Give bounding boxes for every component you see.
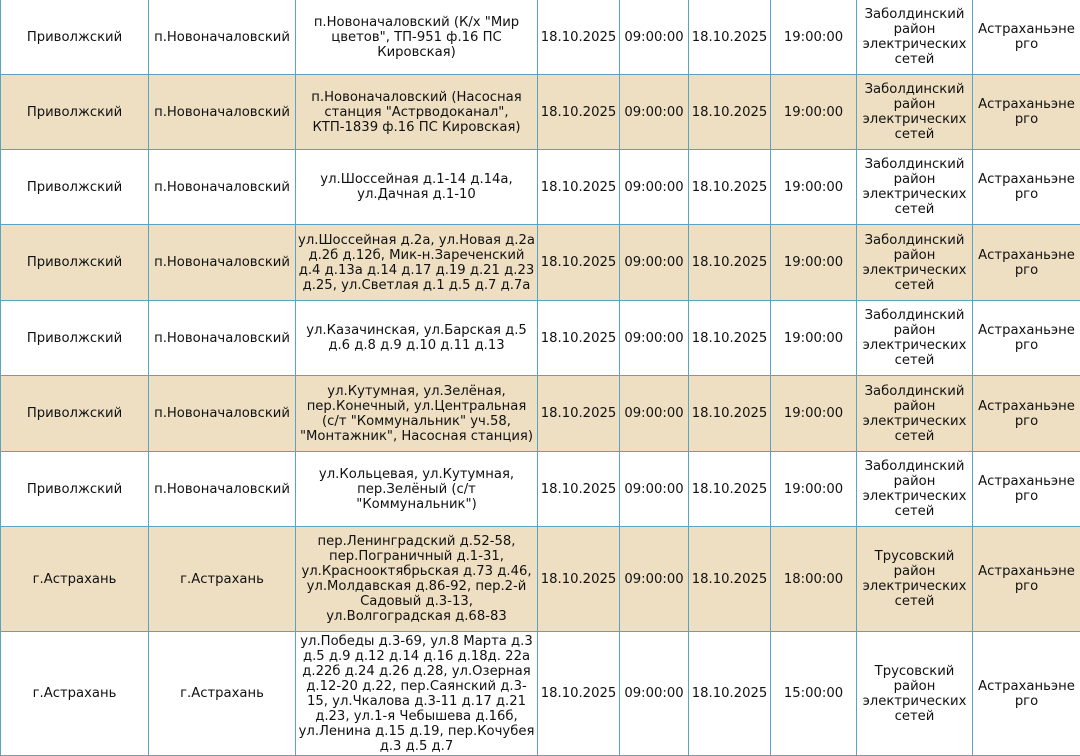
division-cell: Заболдинский район электрических сетей: [857, 225, 973, 301]
start-time-cell: 09:00:00: [620, 376, 689, 452]
locality-cell: п.Новоначаловский: [149, 75, 296, 150]
division-cell: Заболдинский район электрических сетей: [857, 0, 973, 75]
start-date-cell: 18.10.2025: [538, 225, 620, 301]
division-cell: Заболдинский район электрических сетей: [857, 150, 973, 225]
locality-cell: п.Новоначаловский: [149, 150, 296, 225]
end-time-cell: 18:00:00: [771, 527, 857, 632]
start-date-cell: 18.10.2025: [538, 632, 620, 756]
company-cell: Астраханьэнерго: [973, 301, 1080, 376]
district-cell: Приволжский: [1, 452, 149, 527]
table-row: [1, 75, 1080, 150]
start-date-cell: 18.10.2025: [538, 452, 620, 527]
end-time-cell: 15:00:00: [771, 632, 857, 756]
address-cell: ул.Казачинская, ул.Барская д.5 д.6 д.8 д.9 д.10 д.11 д.13: [296, 301, 538, 376]
address-cell: ул.Кутумная, ул.Зелёная, пер.Конечный, ул.Центральная (с/т "Коммунальник" уч.58, "Монтажник", Насосная станция): [296, 376, 538, 452]
start-date-cell: 18.10.2025: [538, 376, 620, 452]
company-cell: Астраханьэнерго: [973, 527, 1080, 632]
division-cell: Трусовский район электрических сетей: [857, 527, 973, 632]
table-row: [1, 0, 1080, 75]
table-row: [1, 527, 1080, 632]
district-cell: Приволжский: [1, 376, 149, 452]
table-row: [1, 225, 1080, 301]
end-date-cell: 18.10.2025: [689, 75, 771, 150]
table-row: [1, 452, 1080, 527]
end-time-cell: 19:00:00: [771, 376, 857, 452]
start-time-cell: 09:00:00: [620, 75, 689, 150]
table-row: [1, 150, 1080, 225]
end-date-cell: 18.10.2025: [689, 301, 771, 376]
start-time-cell: 09:00:00: [620, 0, 689, 75]
company-cell: Астраханьэнерго: [973, 632, 1080, 756]
division-cell: Трусовский район электрических сетей: [857, 632, 973, 756]
end-date-cell: 18.10.2025: [689, 376, 771, 452]
start-time-cell: 09:00:00: [620, 632, 689, 756]
end-time-cell: 19:00:00: [771, 225, 857, 301]
locality-cell: п.Новоначаловский: [149, 225, 296, 301]
district-cell: Приволжский: [1, 301, 149, 376]
address-cell: п.Новоначаловский (К/х "Мир цветов", ТП-951 ф.16 ПС Кировская): [296, 0, 538, 75]
address-cell: ул.Шоссейная д.1-14 д.14а, ул.Дачная д.1-10: [296, 150, 538, 225]
table-row: [1, 632, 1080, 756]
locality-cell: г.Астрахань: [149, 527, 296, 632]
division-cell: Заболдинский район электрических сетей: [857, 301, 973, 376]
end-date-cell: 18.10.2025: [689, 0, 771, 75]
district-cell: Приволжский: [1, 75, 149, 150]
end-time-cell: 19:00:00: [771, 0, 857, 75]
locality-cell: п.Новоначаловский: [149, 0, 296, 75]
locality-cell: г.Астрахань: [149, 632, 296, 756]
division-cell: Заболдинский район электрических сетей: [857, 376, 973, 452]
end-time-cell: 19:00:00: [771, 150, 857, 225]
end-time-cell: 19:00:00: [771, 75, 857, 150]
start-time-cell: 09:00:00: [620, 452, 689, 527]
end-time-cell: 19:00:00: [771, 301, 857, 376]
start-date-cell: 18.10.2025: [538, 150, 620, 225]
address-cell: пер.Ленинградский д.52-58, пер.Пограничный д.1-31, ул.Краснооктябрьская д.73 д.46, ул.Молдавская д.86-92, пер.2-й Садовый д.3-13, ул.Волгоградская д.68-83: [296, 527, 538, 632]
end-date-cell: 18.10.2025: [689, 527, 771, 632]
address-cell: ул.Победы д.3-69, ул.8 Марта д.3 д.5 д.9 д.12 д.14 д.16 д.18д. 22а д.22б д.24 д.26 д.28, ул.Озерная д.12-20 д.22, пер.Саянский д.3-15, ул.Чкалова д.3-11 д.17 д.21 д.23, ул.1-я Чебышева д.16б, ул.Ленина д.15 д.19, пер.Кочубея д.3 д.5 д.7: [296, 632, 538, 756]
start-time-cell: 09:00:00: [620, 301, 689, 376]
division-cell: Заболдинский район электрических сетей: [857, 452, 973, 527]
district-cell: Приволжский: [1, 0, 149, 75]
address-cell: ул.Кольцевая, ул.Кутумная, пер.Зелёный (с/т "Коммунальник"): [296, 452, 538, 527]
district-cell: Приволжский: [1, 225, 149, 301]
start-date-cell: 18.10.2025: [538, 0, 620, 75]
start-date-cell: 18.10.2025: [538, 301, 620, 376]
outage-table-body: [1, 0, 1080, 756]
address-cell: п.Новоначаловский (Насосная станция "Астрводоканал", КТП-1839 ф.16 ПС Кировская): [296, 75, 538, 150]
company-cell: Астраханьэнерго: [973, 75, 1080, 150]
start-date-cell: 18.10.2025: [538, 527, 620, 632]
start-date-cell: 18.10.2025: [538, 75, 620, 150]
locality-cell: п.Новоначаловский: [149, 452, 296, 527]
company-cell: Астраханьэнерго: [973, 452, 1080, 527]
start-time-cell: 09:00:00: [620, 150, 689, 225]
district-cell: Приволжский: [1, 150, 149, 225]
table-row: [1, 376, 1080, 452]
locality-cell: п.Новоначаловский: [149, 301, 296, 376]
start-time-cell: 09:00:00: [620, 527, 689, 632]
end-date-cell: 18.10.2025: [689, 452, 771, 527]
start-time-cell: 09:00:00: [620, 225, 689, 301]
company-cell: Астраханьэнерго: [973, 0, 1080, 75]
end-time-cell: 19:00:00: [771, 452, 857, 527]
locality-cell: п.Новоначаловский: [149, 376, 296, 452]
company-cell: Астраханьэнерго: [973, 376, 1080, 452]
company-cell: Астраханьэнерго: [973, 150, 1080, 225]
district-cell: г.Астрахань: [1, 632, 149, 756]
end-date-cell: 18.10.2025: [689, 150, 771, 225]
end-date-cell: 18.10.2025: [689, 632, 771, 756]
table-row: [1, 301, 1080, 376]
company-cell: Астраханьэнерго: [973, 225, 1080, 301]
end-date-cell: 18.10.2025: [689, 225, 771, 301]
district-cell: г.Астрахань: [1, 527, 149, 632]
division-cell: Заболдинский район электрических сетей: [857, 75, 973, 150]
address-cell: ул.Шоссейная д.2а, ул.Новая д.2а д.2б д.12б, Мик-н.Зареченский д.4 д.13а д.14 д.17 д.19 д.21 д.23 д.25, ул.Светлая д.1 д.5 д.7 д.7а: [296, 225, 538, 301]
